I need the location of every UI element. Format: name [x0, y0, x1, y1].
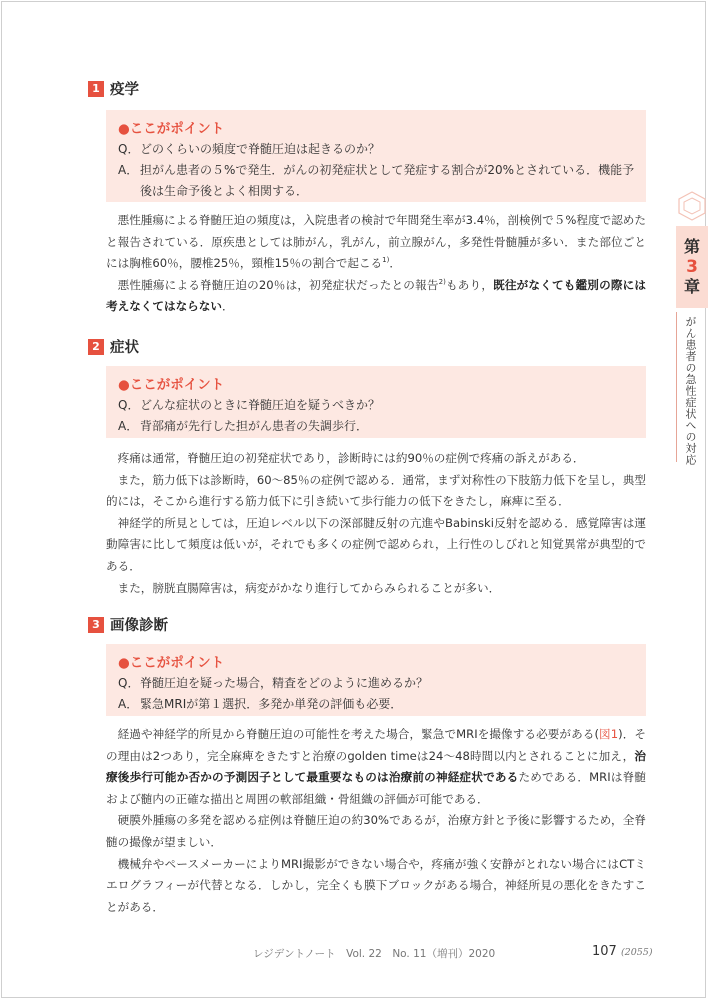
- answer-text: 担がん患者の５%で発生．がんの初発症状として発症する割合が20%とされている．機能予後は生命予後とよく相関する．: [140, 163, 635, 198]
- paragraph-tail: もあり，: [445, 277, 494, 292]
- question-row: [118, 395, 636, 416]
- citation: 2): [438, 277, 446, 286]
- point-box-symptoms: [106, 366, 646, 438]
- paragraph-end: ためである．MRIは脊髄および髄内の正確な描出と周囲の軟部組織・骨組織の評価が可能である．: [106, 770, 646, 806]
- paragraph: [106, 210, 646, 275]
- paragraph-text: 悪性腫瘍による脊髄圧迫の20％は，初発症状だったとの報告: [117, 277, 439, 292]
- a-label: A．: [118, 419, 139, 433]
- chapter-prefix: 第: [683, 237, 700, 256]
- answer-text: 背部痛が先行した担がん患者の失調歩行．: [140, 419, 369, 433]
- answer-row: [118, 160, 636, 202]
- figure-reference-link[interactable]: 図1: [598, 727, 619, 741]
- answer-text: 緊急MRIが第１選択．多発か単発の評価も必要．: [140, 697, 403, 711]
- paragraph: また，膀胱直腸障害は，病変がかなり進行してからみられることが多い．: [117, 580, 501, 595]
- section-heading-symptoms: [88, 336, 139, 357]
- paragraph-end: ．: [221, 299, 234, 314]
- sub-page-number: (2055): [620, 947, 653, 958]
- page-number: [592, 944, 653, 959]
- paragraph: 神経学的所見としては，圧迫レベル以下の深部腱反射の亢進やBabinski反射を認める．感覚障害は運動障害に比して頻度は低いが，それでも多くの症例で認められ，上行性のしびれと知覚異常が典型的である．: [106, 515, 646, 573]
- paragraph: 疼痛は通常，脊髄圧迫の初発症状であり，診断時には約90％の症例で疼痛の訴えがある．: [117, 451, 585, 465]
- section-number-badge: 1: [88, 81, 104, 97]
- paragraph: また，筋力低下は診断時，60～85％の症例で認める．通常，まず対称性の下肢筋力低下を呈し，典型的には，そこから進行する筋力低下に引き続いて歩行能力の低下をきたし，麻痺に至る．: [106, 472, 646, 509]
- section-title: 画像診断: [110, 618, 168, 634]
- decorative-pattern-icon: [676, 190, 708, 222]
- paragraph: 硬膜外腫瘍の多発を認める症例は脊髄圧迫の約30%であるが，治療方針と予後に影響するため，全脊髄の撮像が望ましい．: [106, 813, 646, 849]
- question-text: どんな症状のときに脊髄圧迫を疑うべきか？: [140, 398, 381, 412]
- point-title: ●ここがポイント: [118, 655, 225, 671]
- section-number-badge: 2: [88, 339, 104, 355]
- q-label: Q．: [118, 142, 140, 156]
- answer-row: [118, 416, 636, 437]
- point-title: ●ここがポイント: [118, 377, 225, 393]
- body-text-imaging: [106, 724, 646, 918]
- section-heading-epidemiology: [88, 78, 139, 99]
- a-label: A．: [118, 697, 139, 711]
- paragraph: 機械弁やペースメーカーによりMRI撮影ができない場合や，疼痛が強く安静がとれない場合にはCTミエログラフィーが代替となる．しかし，完全くも膜下ブロックがある場合，神経所見の悪化をきたすことがある．: [106, 856, 646, 914]
- citation: 1): [382, 256, 390, 265]
- point-box-epidemiology: [106, 110, 646, 202]
- emphasis-text: 治療後歩行可能か否かの予測因子として最重要なものは治療前の神経症状である: [106, 748, 646, 785]
- chapter-tab: [676, 226, 708, 308]
- paragraph-tail: ．: [389, 256, 401, 271]
- section-number-badge: 3: [88, 617, 104, 633]
- answer-row: [118, 694, 636, 715]
- question-text: 脊髄圧迫を疑った場合，精査をどのように進めるか？: [140, 676, 429, 690]
- chapter-number: 3: [686, 257, 698, 277]
- question-row: [118, 139, 636, 160]
- point-box-imaging: [106, 644, 646, 716]
- journal-info: レジデントノート Vol. 22 No. 11（増刊）2020: [253, 948, 496, 960]
- point-title: ●ここがポイント: [118, 121, 225, 137]
- a-label: A．: [118, 163, 139, 177]
- chapter-suffix: 章: [683, 277, 700, 296]
- q-label: Q．: [118, 398, 140, 412]
- question-row: [118, 673, 636, 694]
- body-text-symptoms: [106, 448, 646, 599]
- paragraph: [106, 275, 646, 318]
- chapter-divider: [676, 312, 677, 462]
- paragraph-tail: )．その理由は2つあり，完全麻痺をきたすと治療のgolden timeは24～48時間以内とされることに加え，: [106, 727, 646, 763]
- body-text-epidemiology: [106, 210, 646, 318]
- paragraph-text: 悪性腫瘍による脊髄圧迫の頻度は，入院患者の検討で年間発生率が3.4％，剖検例で５%程度で認めたと報告されている．原疾患としては肺がん，乳がん，前立腺がん，多発性骨髄腫が多い．また部位ごとには胸椎60％，腰椎25％，頸椎15％の割合で起こる: [106, 213, 646, 271]
- section-title: 疫学: [110, 82, 139, 98]
- page-number-value: 107: [592, 944, 617, 959]
- section-title: 症状: [110, 340, 139, 356]
- paragraph-text: 経過や神経学的所見から脊髄圧迫の可能性を考えた場合，緊急でMRIを撮像する必要がある(: [117, 727, 599, 741]
- question-text: どのくらいの頻度で脊髄圧迫は起きるのか？: [140, 142, 381, 156]
- section-heading-imaging: [88, 614, 168, 635]
- q-label: Q．: [118, 676, 140, 690]
- emphasis-text: 既往がなくても鑑別の際には考えなくてはならない: [106, 277, 646, 314]
- chapter-subtitle: がん患者の急性症状への対応: [684, 316, 697, 466]
- paragraph: [106, 724, 646, 810]
